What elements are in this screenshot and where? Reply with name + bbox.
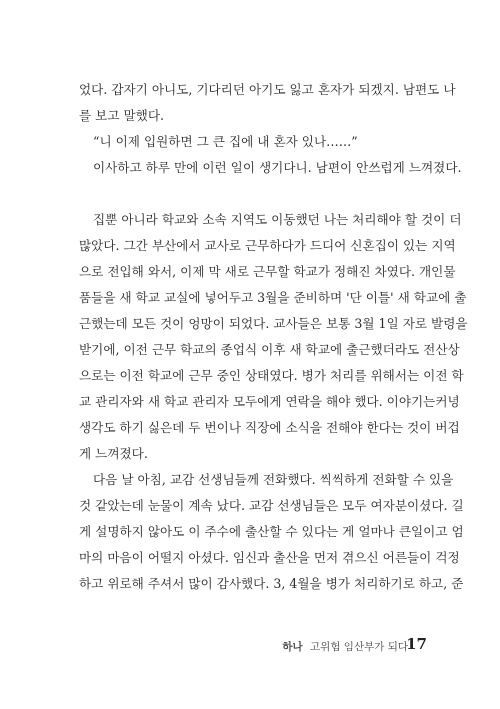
text-line: 집뿐 아니라 학교와 소속 지역도 이동했던 나는 처리해야 할 것이 더 <box>93 212 462 227</box>
text-line: 마의 마음이 어떨지 아셨다. 임신과 출산을 먼저 겪으신 어른들이 걱정 <box>79 550 460 565</box>
text-line: 생각도 하기 싫은데 두 번이나 직장에 소식을 전해야 한다는 것이 버겁 <box>79 420 460 435</box>
text-line: 으로 전입해 와서, 이제 막 새로 근무할 학교가 정해진 차였다. 개인물 <box>79 264 456 279</box>
text-line: 다음 날 아침, 교감 선생님들께 전화했다. 씩씩하게 전화할 수 있을 <box>93 472 454 487</box>
part-label: 하나 <box>282 641 303 653</box>
text-line: 많았다. 그간 부산에서 교사로 근무하다가 드디어 신혼집이 있는 지역 <box>79 238 456 253</box>
text-line: 으로는 이전 학교에 근무 중인 상태였다. 병가 처리를 위해서는 이전 학 <box>79 368 464 383</box>
text-line: 근했는데 모든 것이 엉망이 되었다. 교사들은 보통 3월 1일 자로 발령을 <box>79 316 468 331</box>
chapter-title: 고위험 임산부가 되다 <box>310 641 408 653</box>
text-line: 를 보고 말했다. <box>79 108 165 123</box>
text-line: “니 이제 입원하면 그 큰 집에 내 혼자 있나……” <box>93 134 358 149</box>
text-line: 것 같았는데 눈물이 계속 났다. 교감 선생님들은 모두 여자분이셨다. 길 <box>79 498 464 513</box>
text-line: 받기에, 이전 근무 학교의 종업식 이후 새 학교에 출근했더라도 전산상 <box>79 342 460 357</box>
text-line: 게 느껴졌다. <box>79 446 148 461</box>
text-line: 게 설명하지 않아도 이 주수에 출산할 수 있다는 게 얼마나 큰일이고 엄 <box>79 524 464 539</box>
page-footer <box>0 637 500 657</box>
text-line: 이사하고 하루 만에 이런 일이 생기다니. 남편이 안쓰럽게 느껴졌다. <box>93 160 462 175</box>
text-line: 품들을 새 학교 교실에 넣어두고 3월을 준비하며 '단 이틀' 새 학교에 출 <box>79 290 467 305</box>
running-head <box>282 639 408 654</box>
text-line: 하고 위로해 주셔서 많이 감사했다. 3, 4월을 병가 처리하기로 하고, 준 <box>79 576 464 591</box>
page-number: 17 <box>406 635 427 653</box>
text-line: 었다. 갑자기 아니도, 기다리던 아기도 잃고 혼자가 되겠지. 남편도 나 <box>79 82 456 97</box>
text-line: 교 관리자와 새 학교 관리자 모두에게 연락을 해야 했다. 이야기는커녕 <box>79 394 460 409</box>
